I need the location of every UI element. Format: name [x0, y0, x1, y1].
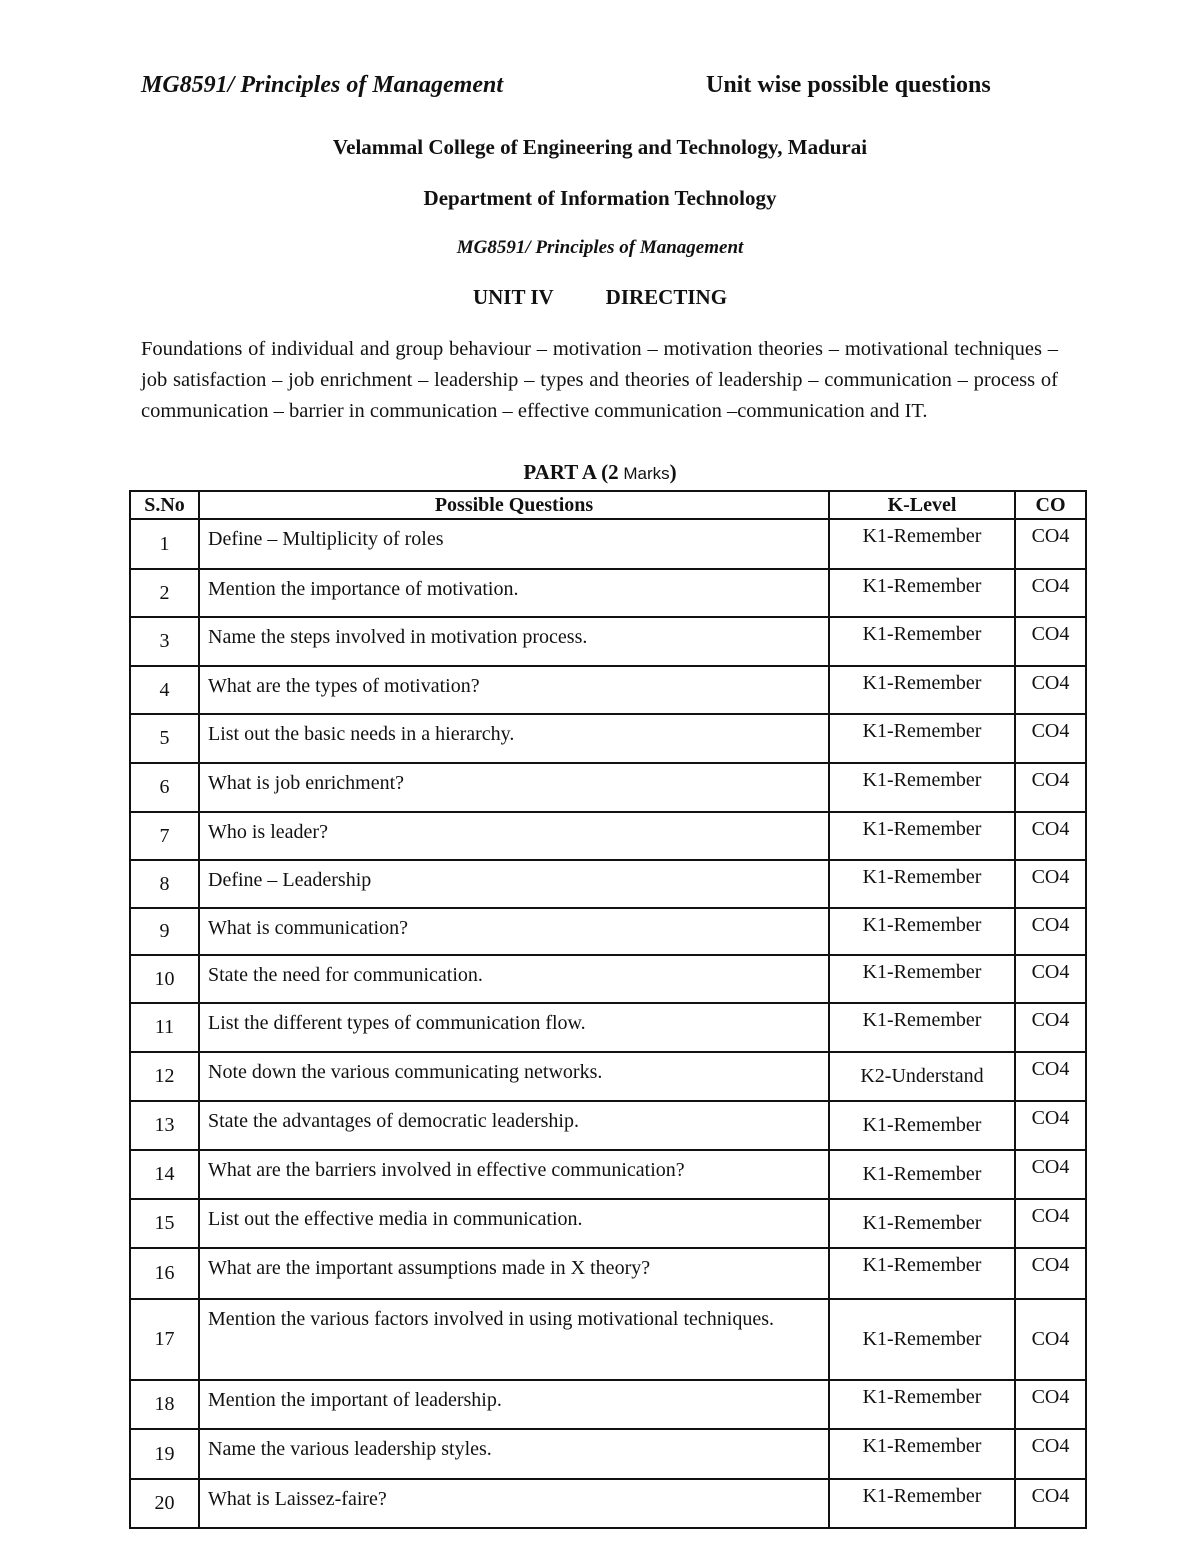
row-sno: 1: [130, 519, 199, 569]
row-question: Name the various leadership styles.: [199, 1429, 829, 1479]
row-co: CO4: [1015, 1101, 1086, 1150]
row-klevel: K1-Remember: [829, 812, 1015, 860]
row-sno: 20: [130, 1479, 199, 1528]
row-co: CO4: [1015, 1380, 1086, 1429]
row-klevel: K1-Remember: [829, 1380, 1015, 1429]
row-klevel: K1-Remember: [829, 1299, 1015, 1380]
table-body: [130, 519, 1086, 1528]
row-sno: 16: [130, 1248, 199, 1299]
row-sno: 10: [130, 955, 199, 1003]
table-row: [130, 1101, 1086, 1150]
row-co: CO4: [1015, 1479, 1086, 1528]
row-klevel: K1-Remember: [829, 1199, 1015, 1248]
table-row: [130, 569, 1086, 617]
row-klevel: K1-Remember: [829, 1479, 1015, 1528]
header-sno: S.No: [130, 491, 199, 519]
unit-title: DIRECTING: [605, 285, 728, 309]
row-sno: 12: [130, 1052, 199, 1101]
table-row: [130, 1248, 1086, 1299]
table-row: [130, 763, 1086, 812]
table-row: [130, 908, 1086, 955]
row-sno: 17: [130, 1299, 199, 1380]
row-co: CO4: [1015, 666, 1086, 714]
row-question: What is Laissez-faire?: [199, 1479, 829, 1528]
table-row: [130, 1299, 1086, 1380]
row-question: Mention the various factors involved in using motivational techniques.: [199, 1299, 829, 1380]
row-sno: 15: [130, 1199, 199, 1248]
row-co: CO4: [1015, 1052, 1086, 1101]
unit-syllabus: Foundations of individual and group behaviour – motivation – motivation theories – motivational techniques – job satisfaction – job enrichment – leadership – types and theories of leadership – communication – process of communication – barrier in communication – effective communication –communication and IT.: [141, 338, 1058, 422]
row-question: Define – Multiplicity of roles: [199, 519, 829, 569]
row-question: List the different types of communication flow.: [199, 1003, 829, 1052]
row-sno: 18: [130, 1380, 199, 1429]
table-row: [130, 860, 1086, 908]
part-heading: [0, 460, 1200, 485]
row-klevel: K1-Remember: [829, 1003, 1015, 1052]
row-question: What is job enrichment?: [199, 763, 829, 812]
row-klevel: K1-Remember: [829, 1248, 1015, 1299]
row-co: CO4: [1015, 1199, 1086, 1248]
unit-heading: [0, 285, 1200, 310]
row-co: CO4: [1015, 714, 1086, 763]
row-co: CO4: [1015, 1150, 1086, 1199]
row-klevel: K1-Remember: [829, 955, 1015, 1003]
row-klevel: K1-Remember: [829, 908, 1015, 955]
row-sno: 13: [130, 1101, 199, 1150]
row-co: CO4: [1015, 1429, 1086, 1479]
college-name: Velammal College of Engineering and Technology, Madurai: [332, 135, 868, 159]
row-klevel: K1-Remember: [829, 763, 1015, 812]
questions-table: [129, 490, 1087, 1529]
table-row: [130, 714, 1086, 763]
header-question: Possible Questions: [199, 491, 829, 519]
row-question: What are the barriers involved in effective communication?: [199, 1150, 829, 1199]
row-co: CO4: [1015, 955, 1086, 1003]
row-question: Mention the important of leadership.: [199, 1380, 829, 1429]
part-marks: Marks: [618, 464, 670, 483]
row-sno: 6: [130, 763, 199, 812]
row-sno: 2: [130, 569, 199, 617]
row-question: What are the important assumptions made in X theory?: [199, 1248, 829, 1299]
row-klevel: K1-Remember: [829, 860, 1015, 908]
header-klevel: K-Level: [829, 491, 1015, 519]
row-co: CO4: [1015, 519, 1086, 569]
row-question: Note down the various communicating networks.: [199, 1052, 829, 1101]
table-row: [130, 1380, 1086, 1429]
header-course-title: MG8591/ Principles of Management: [141, 72, 504, 98]
unit-number: UNIT IV: [472, 285, 554, 309]
row-klevel: K2-Understand: [829, 1052, 1015, 1101]
table-row: [130, 1052, 1086, 1101]
row-co: CO4: [1015, 1299, 1086, 1380]
table-row: [130, 812, 1086, 860]
row-klevel: K1-Remember: [829, 617, 1015, 666]
header-co: CO: [1015, 491, 1086, 519]
row-sno: 14: [130, 1150, 199, 1199]
row-sno: 8: [130, 860, 199, 908]
row-co: CO4: [1015, 908, 1086, 955]
row-sno: 5: [130, 714, 199, 763]
row-klevel: K1-Remember: [829, 519, 1015, 569]
table-row: [130, 666, 1086, 714]
table-row: [130, 1199, 1086, 1248]
row-klevel: K1-Remember: [829, 714, 1015, 763]
row-sno: 3: [130, 617, 199, 666]
table-row: [130, 617, 1086, 666]
row-co: CO4: [1015, 1003, 1086, 1052]
row-question: State the advantages of democratic leadership.: [199, 1101, 829, 1150]
row-question: What is communication?: [199, 908, 829, 955]
row-question: Name the steps involved in motivation process.: [199, 617, 829, 666]
row-sno: 4: [130, 666, 199, 714]
row-sno: 19: [130, 1429, 199, 1479]
row-question: State the need for communication.: [199, 955, 829, 1003]
row-co: CO4: [1015, 763, 1086, 812]
table-row: [130, 1150, 1086, 1199]
row-co: CO4: [1015, 569, 1086, 617]
row-question: Mention the importance of motivation.: [199, 569, 829, 617]
table-row: [130, 1479, 1086, 1528]
row-co: CO4: [1015, 1248, 1086, 1299]
department-name: Department of Information Technology: [423, 186, 777, 210]
row-sno: 7: [130, 812, 199, 860]
row-co: CO4: [1015, 860, 1086, 908]
course-name: MG8591/ Principles of Management: [456, 237, 744, 258]
part-close: ): [669, 460, 677, 484]
row-sno: 9: [130, 908, 199, 955]
table-row: [130, 519, 1086, 569]
table-header-row: [130, 491, 1086, 519]
table-row: [130, 955, 1086, 1003]
header-doc-title: Unit wise possible questions: [706, 72, 991, 98]
row-question: What are the types of motivation?: [199, 666, 829, 714]
row-sno: 11: [130, 1003, 199, 1052]
part-label: PART A (2: [523, 460, 619, 484]
row-co: CO4: [1015, 617, 1086, 666]
table-row: [130, 1003, 1086, 1052]
row-klevel: K1-Remember: [829, 1429, 1015, 1479]
row-question: List out the effective media in communication.: [199, 1199, 829, 1248]
row-question: Who is leader?: [199, 812, 829, 860]
table-row: [130, 1429, 1086, 1479]
row-klevel: K1-Remember: [829, 1150, 1015, 1199]
row-co: CO4: [1015, 812, 1086, 860]
row-klevel: K1-Remember: [829, 569, 1015, 617]
row-question: Define – Leadership: [199, 860, 829, 908]
row-klevel: K1-Remember: [829, 666, 1015, 714]
row-question: List out the basic needs in a hierarchy.: [199, 714, 829, 763]
row-klevel: K1-Remember: [829, 1101, 1015, 1150]
